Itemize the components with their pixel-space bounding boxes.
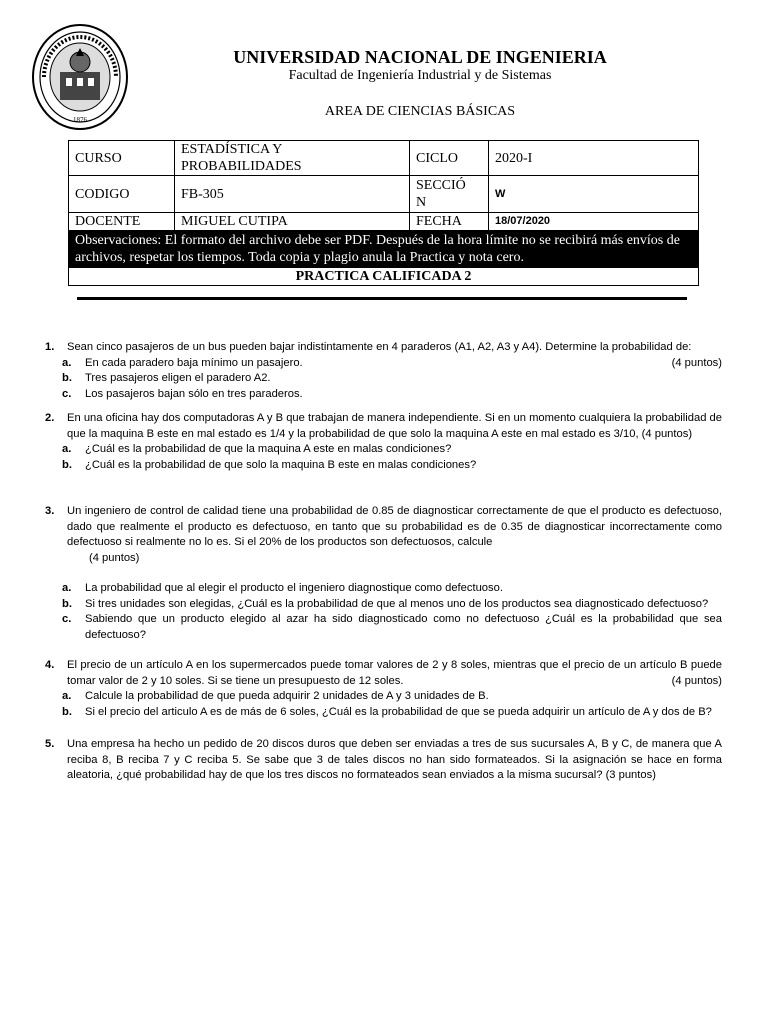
curso-value: ESTADÍSTICA Y PROBABILIDADES (175, 141, 410, 176)
codigo-label: CODIGO (69, 176, 175, 213)
question-item-b: b. Si el precio del articulo A es de más de 6 soles, ¿Cuál es la probabilidad de que se pueda adquirir un artículo de A y dos de B? (62, 705, 712, 718)
question-item-b: b. ¿Cuál es la probabilidad de que solo la maquina B este en malas condiciones? (62, 458, 477, 471)
curso-label: CURSO (69, 141, 175, 176)
question-item-c: c. Sabiendo que un producto elegido al azar ha sido diagnosticado como no defectuoso ¿Cuál es la probabilidad que sea defectuoso? (62, 613, 722, 641)
question-number: 2. (45, 412, 55, 424)
university-seal-logo (30, 22, 130, 132)
codigo-value: FB-305 (175, 176, 410, 213)
question-4 (45, 658, 722, 720)
question-3 (45, 504, 722, 643)
seccion-value: W (489, 176, 699, 213)
practice-title: PRACTICA CALIFICADA 2 (69, 268, 699, 286)
question-number: 4. (45, 659, 55, 671)
question-item-b: b. Si tres unidades son elegidas, ¿Cuál es la probabilidad de que al menos uno de los productos sea diagnosticado defectuoso? (62, 597, 709, 610)
question-item-a: a. ¿Cuál es la probabilidad de que la maquina A este en malas condiciones? (62, 443, 452, 455)
question-item-a: a. La probabilidad que al elegir el producto el ingeniero diagnostique como defectuoso. (62, 582, 503, 594)
question-item-a: a. En cada paradero baja mínimo un pasajero. (4 puntos) (67, 356, 722, 372)
question-text: El precio de un artículo A en los supermercados puede tomar valores de 2 y 8 soles, mientras que el precio de un artículo B puede tomar valor de 2 y 10 soles. Si se tiene un presupuesto de 12 soles. (67, 659, 722, 687)
question-number: 3. (45, 505, 55, 517)
faculty-subtitle: Facultad de Ingeniería Industrial y de Sistemas (288, 68, 552, 83)
seal-year: 1876 (73, 116, 87, 124)
fecha-label: FECHA (410, 213, 489, 231)
seccion-label-line1: SECCIÓ (416, 178, 466, 193)
question-text: Un ingeniero de control de calidad tiene una probabilidad de 0.85 de diagnosticar correctamente de que el producto es defectuoso, dado que realmente el producto es defectuoso, en tanto que su probabilidad es de 0.35 de diagnosticar incorrectamente como defectuoso si realmente no lo es. Si el 20% de los productos son defectuosos, calcule (67, 505, 722, 548)
points-label: (3 puntos) (605, 769, 656, 781)
observaciones-note: Observaciones: El formato del archivo debe ser PDF. Después de la hora límite no se recibirá más envíos de archivos, respetar los tiempos. Toda copia y plagio anula la Practica y nota cero. (69, 231, 699, 268)
question-2 (45, 411, 722, 473)
question-text: Una empresa ha hecho un pedido de 20 discos duros que deben ser enviadas a tres de sus sucursales A, B y C, de manera que A reciba 8, B reciba 7 y C reciba 5. Se sabe que 3 de tales discos no han sido formateados. Si la asignación se hace en forma aleatoria, ¿qué probabilidad hay de que los tres discos no formateados sean enviados a la misma sucursal? (67, 738, 722, 781)
course-info-table (68, 140, 699, 286)
divider-rule (77, 297, 687, 300)
seccion-label (410, 176, 489, 213)
ciclo-value: 2020-I (489, 141, 699, 176)
points-label: (4 puntos) (89, 551, 140, 564)
ciclo-label: CICLO (410, 141, 489, 176)
points-label: (4 puntos) (671, 674, 722, 687)
docente-label: DOCENTE (69, 213, 175, 231)
question-1 (45, 340, 722, 402)
question-5 (45, 737, 722, 784)
question-text: En una oficina hay dos computadoras A y B que trabajan de manera independiente. Si en un momento cualquiera la probabilidad de que la maquina B este en mal estado es 1/4 y la probabilidad de que solo la maquina A este en mal estado es 3/10, (4 puntos) (67, 412, 722, 440)
question-item-b: b. Tres pasajeros eligen el paradero A2. (62, 372, 271, 384)
points-label: (4 puntos) (671, 356, 722, 369)
seccion-label-line2: N (416, 195, 427, 210)
question-number: 1. (45, 341, 55, 353)
docente-value: MIGUEL CUTIPA (175, 213, 410, 231)
university-title: UNIVERSIDAD NACIONAL DE INGENIERIA (233, 47, 607, 67)
question-item-a: a. Calcule la probabilidad de que pueda adquirir 2 unidades de A y 3 unidades de B. (62, 690, 489, 702)
question-item-c: c. Los pasajeros bajan sólo en tres paraderos. (62, 387, 303, 400)
area-subtitle: AREA DE CIENCIAS BÁSICAS (324, 104, 516, 119)
question-number: 5. (45, 738, 55, 750)
fecha-value: 18/07/2020 (489, 213, 699, 231)
question-text: Sean cinco pasajeros de un bus pueden bajar indistintamente en 4 paraderos (A1, A2, A3 y A4). Determine la probabilidad de: (67, 341, 692, 353)
